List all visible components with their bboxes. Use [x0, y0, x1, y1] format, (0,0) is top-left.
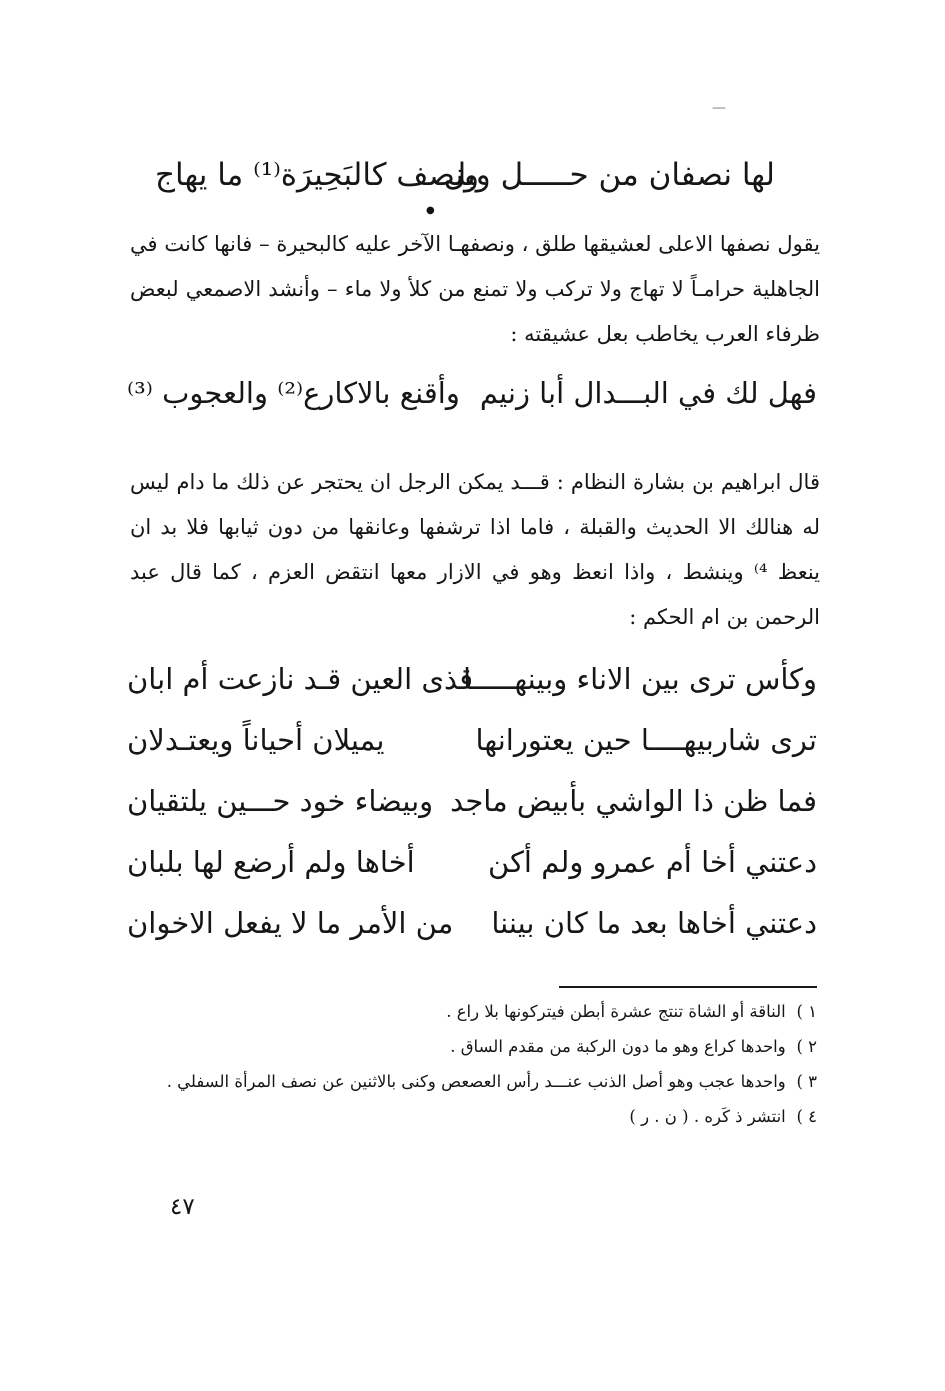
footnote — [127, 1099, 817, 1134]
poem-line — [127, 835, 817, 896]
verse-hemistich-second: وبيضاء خود حـــين يلتقيان — [127, 784, 434, 818]
footnotes — [127, 994, 817, 1134]
poem-line — [127, 896, 817, 957]
scan-speck: — — [712, 100, 726, 116]
verse-hemistich-second: ونصف كالبَحِيرَة⁽¹⁾ ما يهاج — [155, 157, 479, 193]
footnote-number: ٣ ) — [796, 1072, 817, 1091]
poem-line — [127, 713, 817, 774]
paragraph-nazzam: قال ابراهيم بن بشارة النظام : قـــد يمكن الرجل ان يحتجر عن ذلك ما دام ليس له هنالك الا الحديث والقبلة ، فاما اذا ترشفها وعانقها من دون ثيابها فلا بد ان ينعظ ⁴⁾ وينشط ، واذا انعظ وهو في الازار معها انتقض العزم ، كما قال عبد الرحمن بن ام الحكم : — [130, 470, 821, 629]
poem-line — [127, 774, 817, 835]
verse-hemistich-first: دعتني أخا أم عمرو ولم أكن — [488, 845, 817, 879]
footnote-number: ١ ) — [796, 1002, 817, 1021]
verse-hemistich-first: فهل لك في البـــدال أبا زنيم — [479, 376, 817, 410]
footnote-number: ٤ ) — [796, 1107, 817, 1126]
footnote-text: واحدها كراع وهو ما دون الركبة من مقدم الساق . — [450, 1037, 786, 1056]
footnote — [127, 994, 817, 1029]
page-number: ٤٧ — [170, 1194, 195, 1220]
footnote-text: واحدها عجب وهو أصل الذنب عنـــد رأس العصعص وكنى بالاثنين عن نصف المرأة السفلي . — [166, 1072, 786, 1091]
verse-hemistich-second: قذى العين قـد نازعت أم ابان — [127, 662, 474, 696]
opening-verse — [155, 150, 775, 210]
quoted-verse — [127, 368, 817, 428]
verse-hemistich-first: دعتني أخاها بعد ما كان بيننا — [491, 906, 817, 940]
verse-hemistich-second: يميلان أحياناً ويعتـدلان — [127, 723, 385, 757]
footnote — [127, 1029, 817, 1064]
footnote-divider — [559, 986, 817, 988]
poem-block — [127, 652, 817, 957]
footnote — [127, 1064, 817, 1099]
poem-line — [127, 652, 817, 713]
verse-hemistich-second: أخاها ولم أرضع لها بلبان — [127, 845, 415, 879]
scan-speck: ● — [426, 205, 435, 216]
verse-hemistich-second: من الأمر ما لا يفعل الاخوان — [127, 906, 454, 940]
verse-hemistich-first: فما ظن ذا الواشي بأبيض ماجد — [450, 784, 817, 818]
verse-hemistich-first: وكأس ترى بين الاناء وبينهـــــا — [463, 662, 817, 696]
footnote-text: الناقة أو الشاة تنتج عشرة أبطن فيتركونها بلا راع . — [446, 1002, 786, 1021]
verse-hemistich-first: ترى شاربيهــــا حين يعتورانها — [475, 723, 817, 757]
paragraph-commentary: يقول نصفها الاعلى لعشيقها طلق ، ونصفهـا الآخر عليه كالبحيرة – فانها كانت في الجاهلية حرامـاً لا تهاج ولا تركب ولا تمنع من كلأ ولا ماء – وأنشد الاصمعي لبعض ظرفاء العرب يخاطب بعل عشيقته : — [130, 232, 820, 346]
verse-hemistich-second: وأقنع بالاكارع⁽²⁾ والعجوب ⁽³⁾ — [127, 376, 460, 410]
footnote-text: انتشر ذ كَره . ( ن . ر ) — [629, 1107, 786, 1126]
verse-hemistich-first: لها نصفان من حـــــل وبل — [443, 157, 775, 193]
footnote-number: ٢ ) — [796, 1037, 817, 1056]
